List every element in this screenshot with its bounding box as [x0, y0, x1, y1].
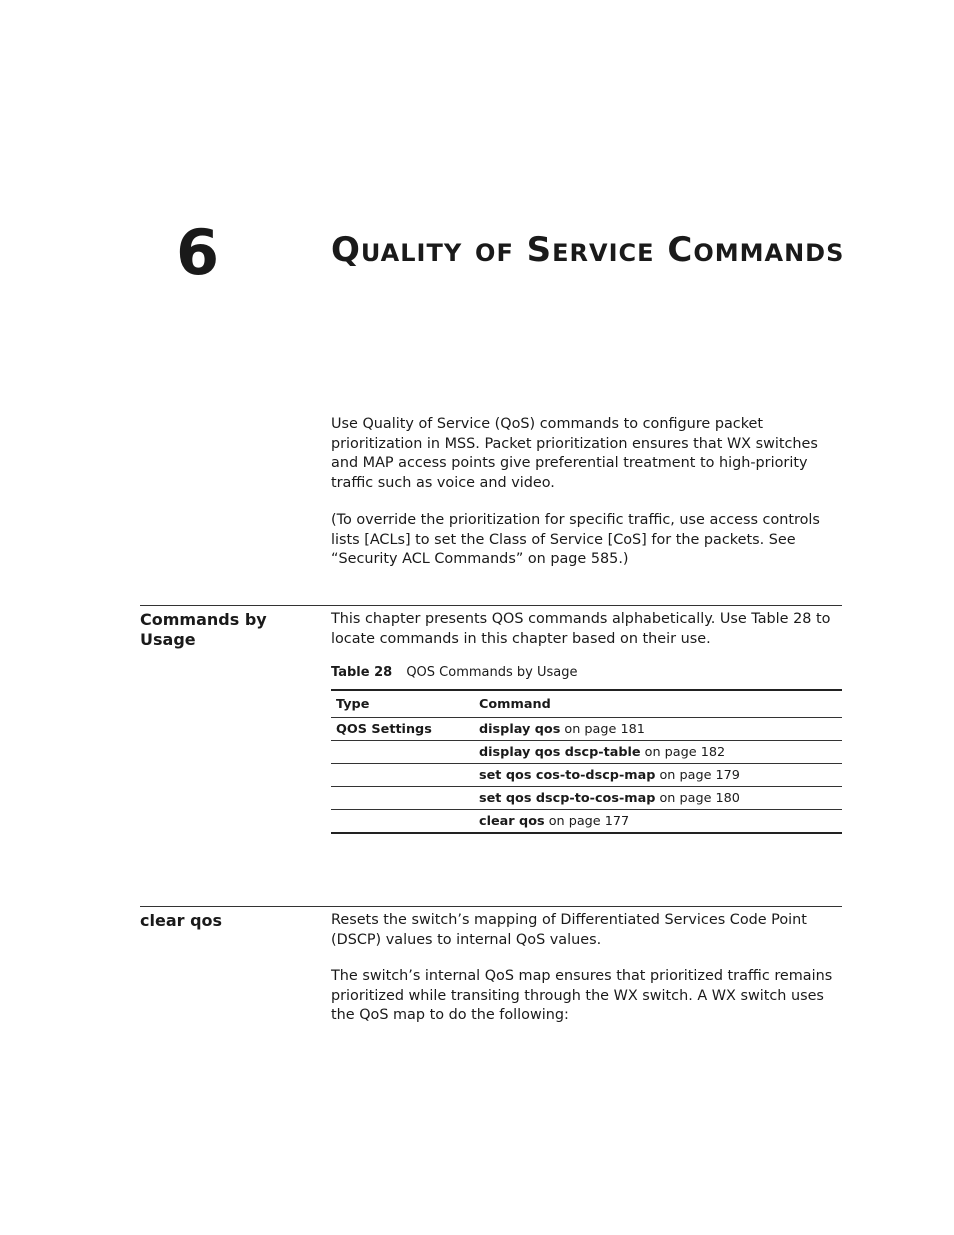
- page-ref[interactable]: on page 181: [564, 721, 645, 737]
- column-header-type: Type: [331, 690, 474, 718]
- command-cell: [474, 764, 842, 787]
- table-row: [331, 787, 842, 810]
- type-cell: [331, 764, 474, 787]
- type-cell: [331, 787, 474, 810]
- section-divider: [140, 605, 842, 606]
- column-header-command: Command: [474, 690, 842, 718]
- chapter-number: 6: [176, 216, 220, 289]
- table-row: [331, 741, 842, 764]
- command-link[interactable]: set qos dscp-to-cos-map: [479, 790, 656, 806]
- page-ref[interactable]: on page 180: [659, 790, 740, 806]
- intro-paragraph-1: Use Quality of Service (QoS) commands to configure packet prioritization in MSS. Packet prioritization ensures that WX switches and MAP access points give preferential treatment to high-priority traffic such as voice and video.: [331, 416, 818, 491]
- table-header-row: [331, 690, 842, 718]
- command-link[interactable]: display qos: [479, 721, 561, 737]
- table-row: [331, 810, 842, 834]
- command-link[interactable]: clear qos: [479, 813, 545, 829]
- command-link[interactable]: display qos dscp-table: [479, 744, 641, 760]
- type-cell: QOS Settings: [331, 718, 474, 741]
- section-heading-commands-by-usage: Commands by Usage: [140, 610, 267, 649]
- command-cell: [474, 810, 842, 834]
- table-label: Table 28: [331, 665, 393, 680]
- intro-paragraph-2: (To override the prioritization for specific traffic, use access controls lists [ACLs] to set the Class of Service [CoS] for the packets. See “Security ACL Commands” on page 585.): [331, 512, 820, 568]
- table-title: QOS Commands by Usage: [406, 665, 578, 680]
- clear-qos-paragraph-2: The switch’s internal QoS map ensures that prioritized traffic remains prioritized while transiting through the WX switch. A WX switch uses the QoS map to do the following:: [331, 968, 833, 1024]
- command-cell: [474, 718, 842, 741]
- command-cell: [474, 741, 842, 764]
- section-heading-clear-qos: clear qos: [140, 911, 223, 930]
- chapter-title: Quality of Service Commands: [331, 230, 845, 270]
- type-cell: [331, 741, 474, 764]
- page-ref[interactable]: on page 179: [659, 767, 740, 783]
- commands-by-usage-text: This chapter presents QOS commands alphabetically. Use Table 28 to locate commands in this chapter based on their use.: [331, 611, 831, 647]
- clear-qos-paragraph-1: Resets the switch’s mapping of Differentiated Services Code Point (DSCP) values to internal QoS values.: [331, 912, 807, 948]
- type-cell: [331, 810, 474, 834]
- table-caption: [331, 664, 577, 682]
- table-row: [331, 718, 842, 741]
- command-link[interactable]: set qos cos-to-dscp-map: [479, 767, 656, 783]
- page-ref[interactable]: on page 182: [644, 744, 726, 760]
- table-row: [331, 764, 842, 787]
- qos-commands-table: [331, 689, 842, 834]
- command-cell: [474, 787, 842, 810]
- section-divider: [140, 906, 842, 907]
- page-ref[interactable]: on page 177: [548, 813, 630, 829]
